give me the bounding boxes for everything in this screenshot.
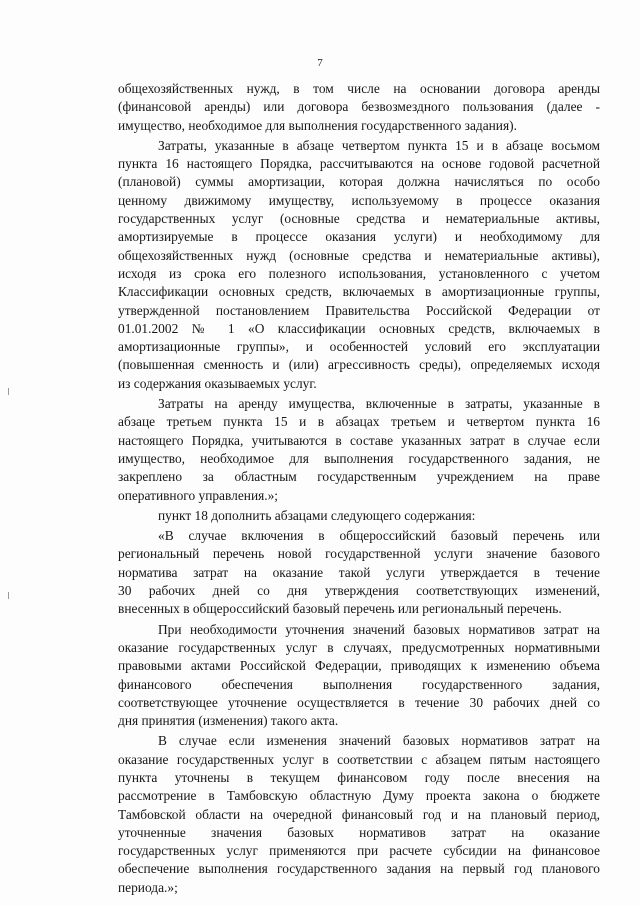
text-line: Затраты на аренду имущества, включенные в затраты, указанные в <box>158 396 600 412</box>
text-line: В случае если изменения значений базовых нормативов затрат на <box>158 733 600 749</box>
text-line: амортизационные группы», и особенностей условий его эксплуатации <box>118 339 600 355</box>
text-line: обеспечение выполнения государственного задания на первый год планового <box>118 861 600 877</box>
text-line: пункта 16 настоящего Порядка, рассчитываются на основе годовой расчетной <box>118 156 600 172</box>
page-number: 7 <box>317 57 323 69</box>
text-line: амортизируемые в процессе оказания услуги) и необходимому для <box>118 229 600 245</box>
text-line: уточненные значения базовых нормативов затрат на оказание <box>118 824 600 840</box>
text-line: (повышенная сменность и (или) агрессивность среды), определяемых исходя <box>118 357 600 373</box>
text-line: Тамбовской области на очередной финансовый год и на плановый период, <box>118 806 600 822</box>
text-line: норматива затрат на оказание такой услуги утверждается в течение <box>118 564 600 580</box>
text-line: общехозяйственных нужд (основные средства и нематериальные активы), <box>118 247 600 263</box>
text-line: имущество, необходимое для выполнения государственного задания). <box>118 117 517 133</box>
text-line: государственных услуг применяются при расчете субсидии на финансовое <box>118 843 600 859</box>
document-body <box>118 80 600 899</box>
paragraph <box>118 621 600 731</box>
text-line: настоящего Порядка, учитываются в составе указанных затрат в случае если <box>118 432 600 448</box>
text-line: «В случае включения в общероссийский базовый перечень или <box>158 528 600 544</box>
paragraph <box>118 137 600 393</box>
text-line: имущество, необходимое для выполнения государственного задания, не <box>118 450 600 466</box>
paragraph <box>118 395 600 505</box>
text-line: пункта уточнены в текущем финансовом году после внесения на <box>118 769 600 785</box>
text-line: рассмотрение в Тамбовскую областную Думу проекта закона о бюджете <box>118 788 600 804</box>
text-line: периода.»; <box>118 879 178 895</box>
text-line: 01.01.2002 № 1 «О классификации основных средств, включаемых в <box>118 320 600 336</box>
text-line: (плановой) суммы амортизации, которая должна начисляться по особо <box>118 174 600 190</box>
paragraph <box>118 507 600 525</box>
text-line: При необходимости уточнения значений базовых нормативов затрат на <box>158 621 600 637</box>
text-line: соответствующее уточнение осуществляется в течение 30 рабочих дней со <box>118 694 600 710</box>
text-line: пункт 18 дополнить абзацами следующего содержания: <box>158 507 476 523</box>
text-line: правовыми актами Российской Федерации, приводящих к изменению объема <box>118 658 600 674</box>
text-line: региональный перечень новой государственной услуги значение базового <box>118 546 600 562</box>
text-line: оказание государственных услуг в соответствии с абзацем пятым настоящего <box>118 751 600 767</box>
paragraph <box>118 527 600 618</box>
text-line: (финансовой аренды) или договора безвозмездного пользования (далее - <box>118 99 600 115</box>
text-line: оперативного управления.»; <box>118 487 279 503</box>
text-line: оказание государственных услуг в случаях, предусмотренных нормативными <box>118 639 600 655</box>
text-line: Затраты, указанные в абзаце четвертом пункта 15 и в абзаце восьмом <box>158 137 600 153</box>
text-line: закреплено за областным государственным учреждением на праве <box>118 469 600 485</box>
paragraph <box>118 732 600 897</box>
text-line: внесенных в общероссийский базовый перечень или региональный перечень. <box>118 601 562 617</box>
text-line: абзаце третьем пункта 15 и в абзацах третьем и четвертом пункта 16 <box>118 414 600 430</box>
text-line: Классификации основных средств, включаемых в амортизационные группы, <box>118 284 600 300</box>
scan-margin-mark <box>8 592 9 599</box>
text-line: утвержденной постановлением Правительства Российской Федерации от <box>118 302 600 318</box>
text-line: исходя из срока его полезного использования, установленного с учетом <box>118 265 600 281</box>
scan-margin-mark <box>8 388 9 395</box>
text-line: 30 рабочих дней со дня утверждения соответствующих изменений, <box>118 583 600 599</box>
text-line: государственных услуг (основные средства и нематериальные активы, <box>118 211 600 227</box>
text-line: общехозяйственных нужд, в том числе на основании договора аренды <box>118 81 600 96</box>
text-line: дня принятия (изменения) такого акта. <box>118 713 339 729</box>
paragraph <box>118 80 600 135</box>
text-line: из содержания оказываемых услуг. <box>118 375 317 391</box>
text-line: ценному движимому имуществу, используемому в процессе оказания <box>118 192 600 208</box>
text-line: финансового обеспечения выполнения государственного задания, <box>118 676 600 692</box>
